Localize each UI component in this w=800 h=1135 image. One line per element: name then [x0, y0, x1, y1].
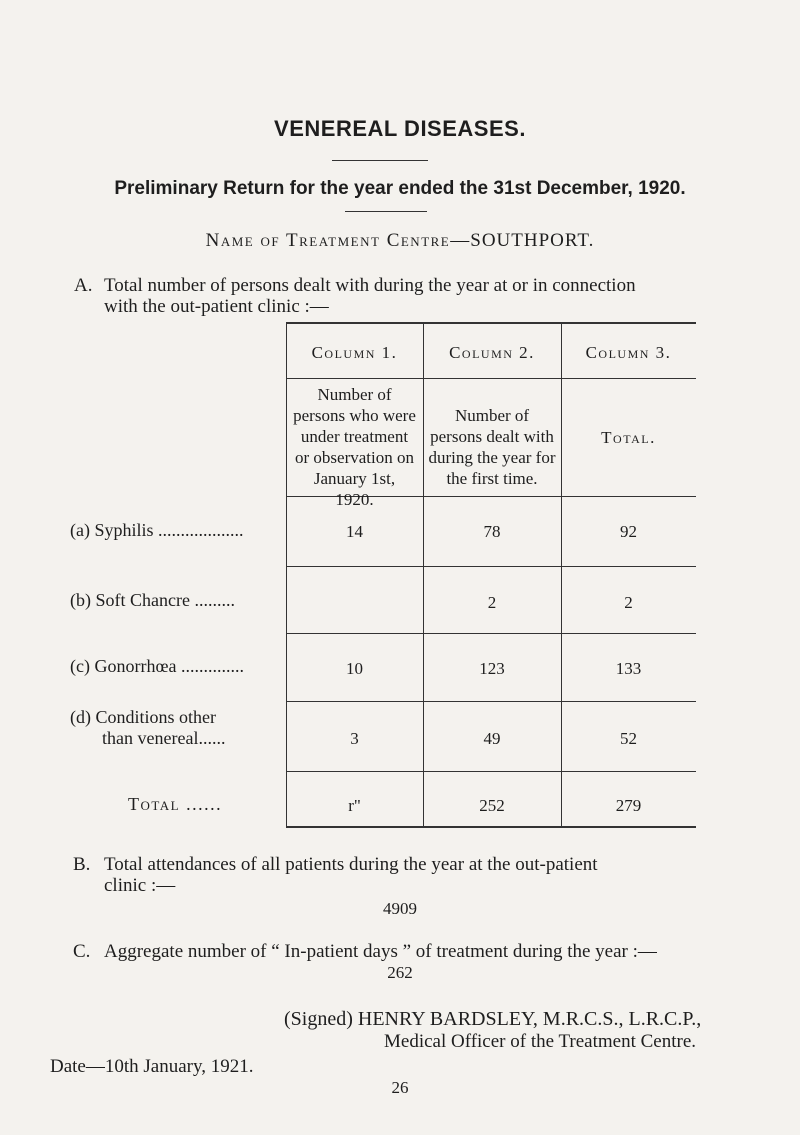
- row-label-other-conditions: (d) Conditions other: [70, 707, 216, 727]
- col1-desc-line: under treatment: [300, 427, 409, 446]
- return-subtitle: Preliminary Return for the year ended the 31st December, 1920.: [114, 178, 686, 199]
- col2-desc-line: during the year for: [428, 448, 556, 467]
- other-conditions-col1: 3: [350, 729, 359, 748]
- col2-desc-line: the first time.: [446, 469, 538, 488]
- section-a-line2: with the out-patient clinic :—: [104, 296, 329, 317]
- col1-desc-line: January 1st,: [313, 469, 396, 488]
- table-row-rule-3: [286, 701, 696, 702]
- table-row-rule-1: [286, 566, 696, 567]
- gonorrhoea-col2: 123: [479, 659, 505, 678]
- other-conditions-col2: 49: [483, 729, 501, 748]
- table-header-rule: [286, 378, 696, 379]
- page-number: 26: [391, 1078, 409, 1097]
- treatment-centre-line: [0, 230, 800, 252]
- syphilis-col1: 14: [346, 522, 363, 541]
- column-3-description: Total.: [601, 428, 656, 447]
- col1-desc-line: 1920.: [335, 490, 374, 509]
- col2-desc-line: Number of: [454, 406, 530, 425]
- col1-desc-line: Number of: [317, 385, 392, 404]
- treatment-centre-name: SOUTHPORT.: [470, 230, 595, 251]
- section-b-line2: clinic :—: [104, 875, 176, 896]
- section-c-value: 262: [387, 963, 413, 982]
- title-divider: [332, 160, 428, 161]
- section-b-line1: Total attendances of all patients during the year at the out-patient: [104, 854, 598, 875]
- syphilis-col3: 92: [620, 522, 637, 541]
- signature-line1: (Signed) HENRY BARDSLEY, M.R.C.S., L.R.C.P.,: [284, 1008, 702, 1030]
- table-bottom-border: [286, 826, 696, 828]
- soft-chancre-col2: 2: [487, 593, 497, 612]
- table-col-divider-2: [561, 323, 562, 828]
- section-b-letter: B.: [73, 854, 91, 875]
- page-title: VENEREAL DISEASES.: [274, 116, 526, 141]
- section-a-letter: A.: [74, 275, 93, 296]
- table-row-rule-2: [286, 633, 696, 634]
- row-label-soft-chancre: (b) Soft Chancre .........: [70, 590, 235, 610]
- document-date: Date—10th January, 1921.: [50, 1056, 254, 1077]
- total-col3: 279: [615, 796, 642, 815]
- section-b-value: 4909: [383, 899, 417, 918]
- column-3-header: Column 3.: [585, 343, 672, 362]
- row-label-other-conditions-2: than venereal......: [102, 728, 226, 748]
- row-label-syphilis: (a) Syphilis ...................: [70, 520, 244, 540]
- column-1-header: Column 1.: [311, 343, 398, 362]
- gonorrhoea-col3: 133: [615, 659, 642, 678]
- section-c-text: Aggregate number of “ In-patient days ” of treatment during the year :—: [104, 941, 657, 962]
- section-a-line1: Total number of persons dealt with during the year at or in connection: [104, 275, 636, 296]
- column-2-header: Column 2.: [449, 343, 535, 362]
- treatment-centre-label: Name of Treatment Centre: [205, 230, 451, 251]
- col2-desc-line: persons dealt with: [430, 427, 554, 446]
- other-conditions-col3: 52: [620, 729, 637, 748]
- row-label-gonorrhoea: (c) Gonorrhœa ..............: [70, 656, 244, 676]
- total-col2: 252: [479, 796, 505, 815]
- table-top-border: [286, 322, 696, 324]
- syphilis-col2: 78: [483, 522, 501, 541]
- table-row-rule-4: [286, 771, 696, 772]
- signature-line2: Medical Officer of the Treatment Centre.: [384, 1031, 696, 1052]
- col1-desc-line: persons who were: [293, 406, 416, 425]
- column-1-description: [286, 384, 423, 510]
- centre-dash: —: [450, 230, 471, 251]
- column-2-description: [423, 405, 561, 489]
- soft-chancre-col3: 2: [624, 593, 633, 612]
- section-c-letter: C.: [73, 941, 91, 962]
- total-col1: r": [348, 796, 361, 815]
- gonorrhoea-col1: 10: [346, 659, 363, 678]
- subtitle-divider: [345, 211, 427, 212]
- row-label-total: Total ......: [128, 794, 223, 814]
- col1-desc-line: or observation on: [295, 448, 414, 467]
- table-col-divider-1: [423, 323, 424, 828]
